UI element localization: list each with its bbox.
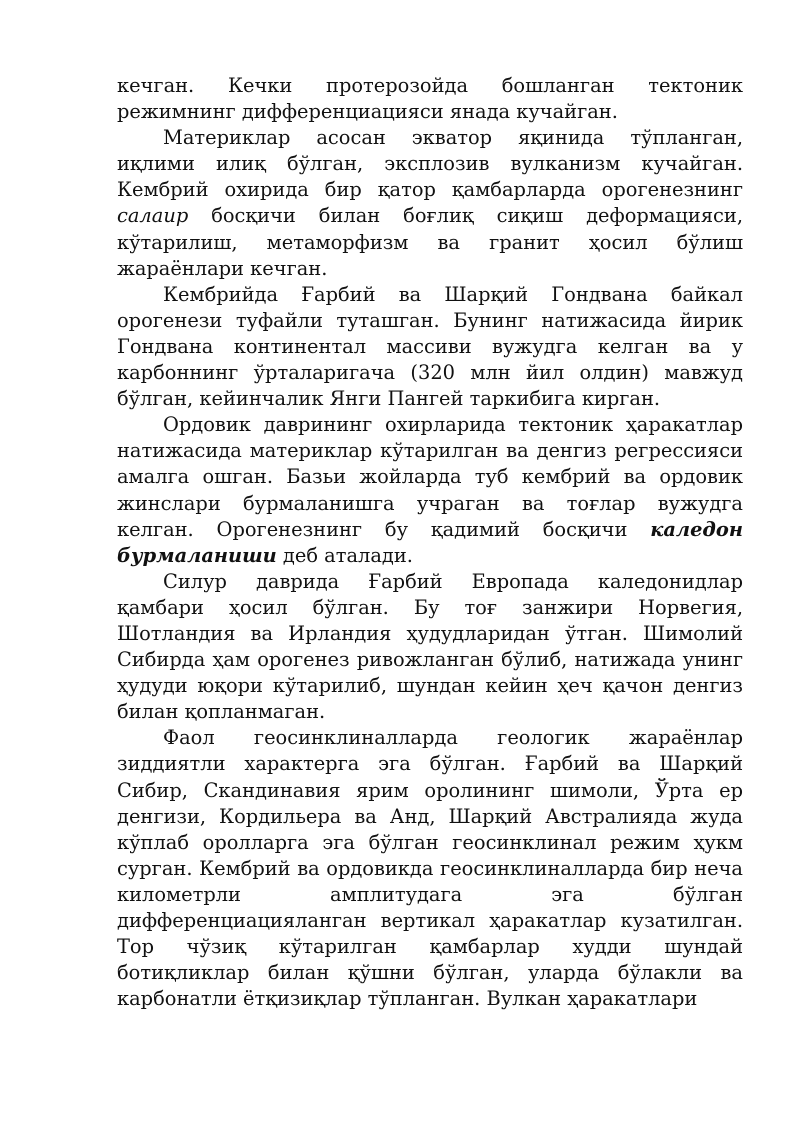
paragraph-4 — [117, 412, 743, 569]
paragraph-6 — [117, 725, 743, 1012]
paragraph-1 — [117, 73, 743, 125]
paragraph-2-text-before: Материклар асосан экватор яқинида тўпланган, иқлими илиқ бўлган, эксплозив вулканизм кучайган. Кембрий охирида бир қатор қамбарларда орогенезнинг — [117, 126, 743, 202]
paragraph-2-term-italic: салаир — [117, 204, 189, 228]
paragraph-1-text: кечган. Кечки протерозойда бошланган тектоник режимнинг дифференциацияси янада кучайган. — [117, 74, 743, 124]
paragraph-2-text-after: босқичи билан боғлиқ сиқиш деформацияси, кўтарилиш, метаморфизм ва гранит ҳосил бўлиш жараёнлари кечган. — [117, 204, 743, 280]
paragraph-3 — [117, 282, 743, 412]
document-page — [117, 73, 743, 1012]
paragraph-6-text: Фаол геосинклиналларда геологик жараёнлар зиддиятли характерга эга бўлган. Ғарбий ва Шарқий Сибир, Скандинавия ярим оролининг шимоли, Ўрта ер денгизи, Кордильера ва Анд, Шарқий Австралияда жуда кўплаб оролларга эга бўлган геосинклинал режим ҳукм сурган. Кембрий ва ордовикда геосинклиналларда бир неча километрли амплитудага эга бўлган дифференциацияланган вертикал ҳаракатлар кузатилган. Тор чўзиқ кўтарилган қамбарлар худди шундай ботиқликлар билан қўшни бўлган, уларда бўлакли ва карбонатли ётқизиқлар тўпланган. Вулкан ҳаракатлари — [117, 726, 743, 1011]
paragraph-5-text: Силур даврида Ғарбий Европада каледонидлар қамбари ҳосил бўлган. Бу тоғ занжири Норвегия, Шотландия ва Ирландия ҳудудларидан ўтган. Шимолий Сибирда ҳам орогенез ривожланган бўлиб, натижада унинг ҳудуди юқори кўтарилиб, шундан кейин ҳеч қачон денгиз билан қопланмаган. — [117, 569, 743, 724]
paragraph-4-term-bold-italic: каледон бурмаланиши — [117, 517, 743, 567]
paragraph-4-text-after: деб аталади. — [276, 543, 413, 567]
paragraph-3-text: Кембрийда Ғарбий ва Шарқий Гондвана байкал орогенези туфайли туташган. Бунинг натижасида йирик Гондвана континентал массиви вужудга келган ва у карбоннинг ўрталаригача (320 млн йил олдин) мавжуд бўлган, кейинчалик Янги Пангей таркибига кирган. — [117, 282, 743, 411]
paragraph-5 — [117, 569, 743, 726]
paragraph-2 — [117, 125, 743, 282]
paragraph-4-text-before: Ордовик даврининг охирларида тектоник ҳаракатлар натижасида материклар кўтарилган ва денгиз регрессияси амалга ошган. Базьи жойларда туб кембрий ва ордовик жинслари бурмаланишга учраган ва тоғлар вужудга келган. Орогенезнинг бу қадимий босқичи — [117, 413, 743, 541]
